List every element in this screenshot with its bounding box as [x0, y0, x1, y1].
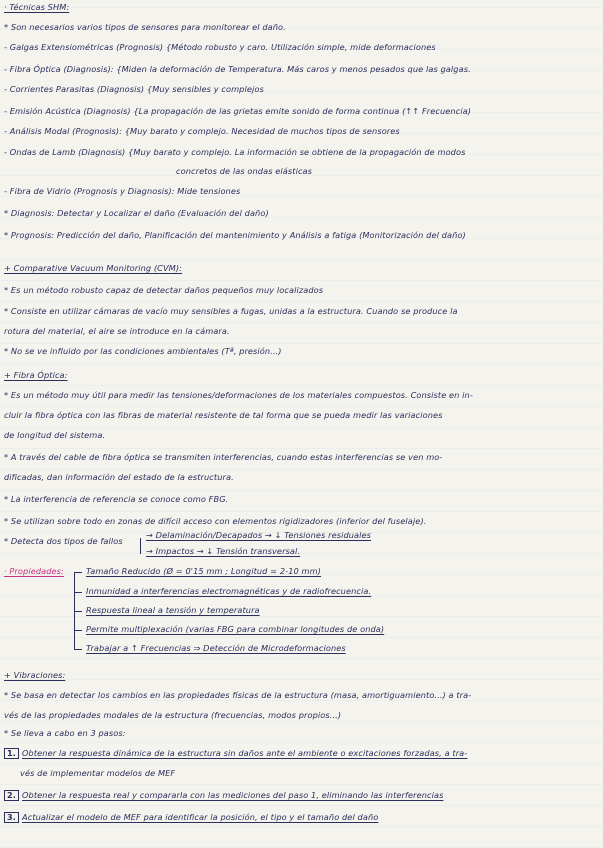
note-line: cluir la fibra óptica con las fibras de material resistente de tal forma que se pueda medir las variaciones [4, 410, 443, 420]
note-line: - Emisión Acústica (Diagnosis) {La propagación de las grietas emite sonido de forma continua (↑↑ Frecuencia) [4, 106, 472, 116]
note-line: * Consiste en utilizar cámaras de vacío muy sensibles a fugas, unidas a la estructura. Cuando se produce la [4, 306, 458, 316]
note-line: * A través del cable de fibra óptica se transmiten interferencias, cuando estas interferencias se ven mo- [4, 452, 443, 462]
note-line: vés de las propiedades modales de la estructura (frecuencias, modos propios...) [4, 710, 342, 720]
bracket-tick [74, 649, 82, 650]
note-line: * Es un método muy útil para medir las tensiones/deformaciones de los materiales compuestos. Consiste en in- [4, 390, 473, 400]
note-line: - Análisis Modal (Prognosis): {Muy barato y complejo. Necesidad de muchos tipos de sensores [4, 126, 400, 136]
note-line: * Prognosis: Predicción del daño, Planificación del mantenimiento y Análisis a fatiga (Monitorización del daño) [4, 230, 466, 240]
note-line: - Corrientes Parasitas (Diagnosis) {Muy sensibles y complejos [4, 84, 264, 94]
step-number: 1. [4, 748, 19, 759]
propiedad-item: Trabajar a ↑ Frecuencias ⇒ Detección de Microdeformaciones [86, 643, 346, 653]
heading-propiedades: · Propiedades: [4, 566, 64, 576]
note-line: * Diagnosis: Detectar y Localizar el daño (Evaluación del daño) [4, 208, 269, 218]
note-line: * No se ve influido por las condiciones ambientales (Tª, presión...) [4, 346, 282, 356]
note-line: * Detecta dos tipos de fallos [4, 536, 123, 546]
note-line: → Impactos → ↓ Tensión transversal. [146, 546, 301, 556]
note-line: vés de implementar modelos de MEF [20, 768, 176, 778]
note-line: → Delaminación/Decapados → ↓ Tensiones residuales [146, 530, 372, 540]
step-number: 2. [4, 790, 19, 801]
bracket-tick [74, 630, 82, 631]
propiedad-item: Respuesta lineal a tensión y temperatura [86, 605, 260, 615]
propiedad-item: Permite multiplexación (varias FBG para combinar longitudes de onda) [86, 624, 385, 634]
step-3: 3. Actualizar el modelo de MEF para identificar la posición, el tipo y el tamaño del daño [4, 812, 599, 823]
note-line: * Es un método robusto capaz de detectar daños pequeños muy localizados [4, 285, 324, 295]
note-line: * La interferencia de referencia se conoce como FBG. [4, 494, 229, 504]
step-2: 2. Obtener la respuesta real y compararla con las mediciones del paso 1, eliminando las interferencias [4, 790, 599, 801]
heading-cvm: + Comparative Vacuum Monitoring (CVM): [4, 263, 182, 273]
note-line: - Galgas Extensiométricas (Prognosis) {Método robusto y caro. Utilización simple, mide deformaciones [4, 42, 436, 52]
note-line: concretos de las ondas elásticas [176, 166, 313, 176]
fallos-bracket [140, 538, 141, 554]
step-number: 3. [4, 812, 19, 823]
heading-vibraciones: + Vibraciones: [4, 670, 66, 680]
heading-fibra-optica: + Fibra Óptica: [4, 370, 68, 380]
note-line: de longitud del sistema. [4, 430, 106, 440]
note-line: - Fibra Óptica (Diagnosis): {Miden la deformación de Temperatura. Más caros y menos pesados que las galgas. [4, 64, 471, 74]
note-line: * Son necesarios varios tipos de sensores para monitorear el daño. [4, 22, 286, 32]
note-line: - Ondas de Lamb (Diagnosis) {Muy barato y complejo. La información se obtiene de la propagación de modos [4, 147, 466, 157]
note-line: rotura del material, el aire se introduce en la cámara. [4, 326, 230, 336]
bracket-tick [74, 572, 82, 573]
step-1: 1. Obtener la respuesta dinámica de la estructura sin daños ante el ambiente o excitaciones forzadas, a tra- [4, 748, 599, 759]
note-line: * Se utilizan sobre todo en zonas de difícil acceso con elementos rigidizadores (inferior del fuselaje). [4, 516, 427, 526]
note-line: * Se basa en detectar los cambios en las propiedades físicas de la estructura (masa, amortiguamiento...) a tra- [4, 690, 472, 700]
heading-tecnicas-shm: · Técnicas SHM: [4, 2, 70, 12]
propiedad-item: Tamaño Reducido (Ø = 0'15 mm ; Longitud = 2-10 mm) [86, 566, 321, 576]
note-line: * Se lleva a cabo en 3 pasos: [4, 728, 126, 738]
propiedad-item: Inmunidad a interferencias electromagnéticas y de radiofrecuencia. [86, 586, 372, 596]
note-line: - Fibra de Vidrio (Prognosis y Diagnosis): Mide tensiones [4, 186, 241, 196]
note-line: dificadas, dan información del estado de la estructura. [4, 472, 234, 482]
bracket-tick [74, 611, 82, 612]
bracket-tick [74, 592, 82, 593]
